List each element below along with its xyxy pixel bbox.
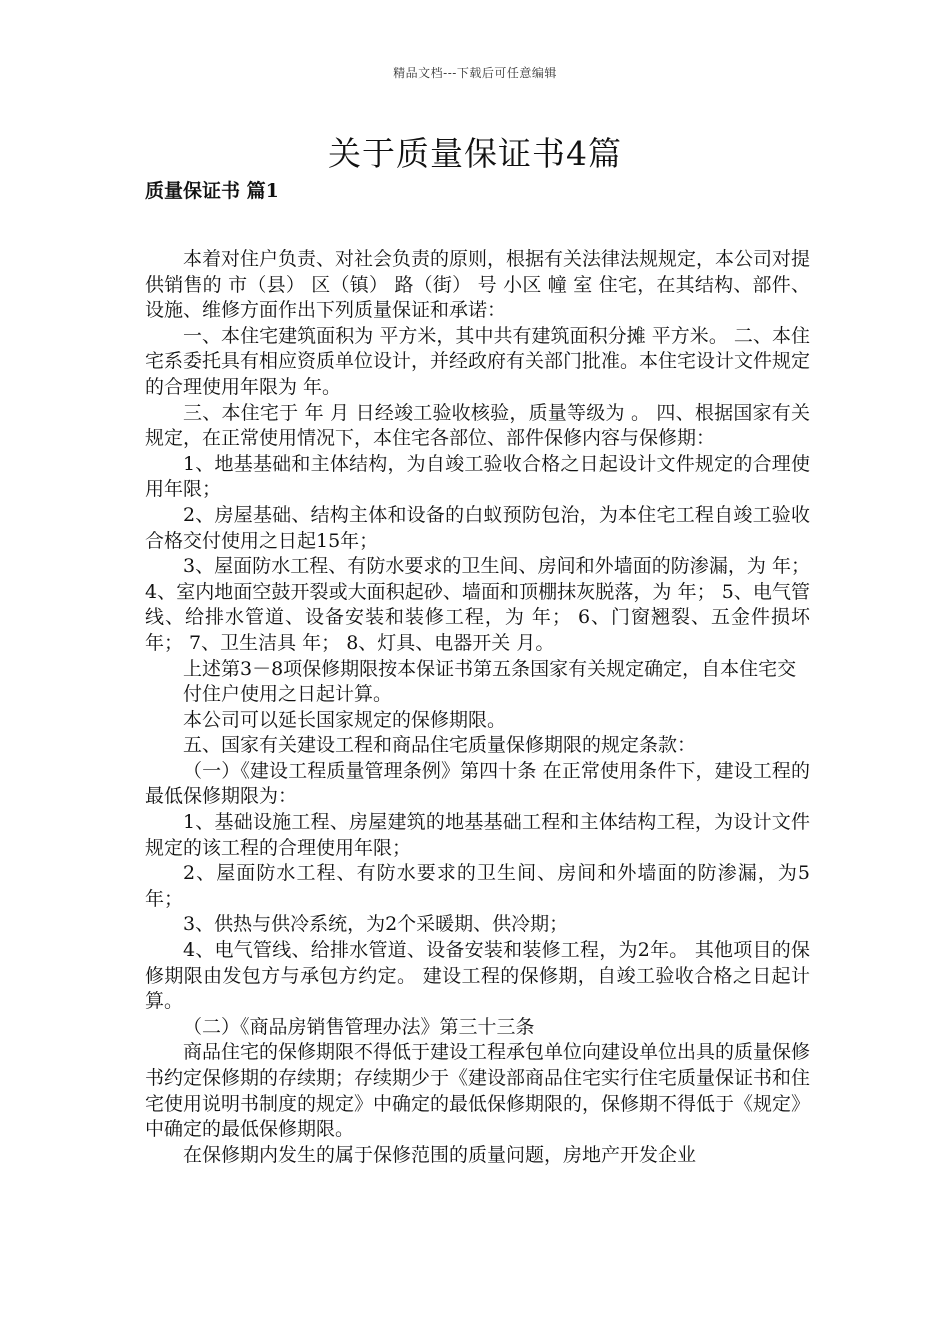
paragraph: 1、地基基础和主体结构，为自竣工验收合格之日起设计文件规定的合理使用年限； xyxy=(145,452,810,501)
paragraph: 三、本住宅于 年 月 日经竣工验收核验，质量等级为 。 四、根据国家有关规定，在正常使用情况下，本住宅各部位、部件保修内容与保修期： xyxy=(145,401,810,450)
paragraph: 付住户使用之日起计算。 xyxy=(183,683,393,706)
paragraph: 商品住宅的保修期限不得低于建设工程承包单位向建设单位出具的质量保修书约定保修期的存续期；存续期少于《建设部商品住宅实行住宅质量保证书和住宅使用说明书制度的规定》中确定的最低保修期限的，保修期不得低于《规定》中确定的最低保修期限。 xyxy=(145,1041,811,1141)
document-body xyxy=(145,247,810,1168)
paragraph: 4、电气管线、给排水管道、设备安装和装修工程，为2年。 其他项目的保修期限由发包方与承包方约定。 建设工程的保修期，自竣工验收合格之日起计算。 xyxy=(145,939,810,1013)
paragraph: 2、屋面防水工程、有防水要求的卫生间、房间和外墙面的防渗漏，为5年； xyxy=(145,862,810,910)
paragraph: 本公司可以延长国家规定的保修期限。 xyxy=(183,708,507,731)
paragraph: 3、供热与供冷系统，为2个采暖期、供冷期； xyxy=(183,913,569,936)
document-title: 关于质量保证书4篇 xyxy=(328,134,622,173)
paragraph: （一）《建设工程质量管理条例》第四十条 在正常使用条件下，建设工程的最低保修期限为： xyxy=(145,759,810,808)
section-heading: 质量保证书 篇1 xyxy=(145,180,279,202)
page-header-note: 精品文档---下载后可任意编辑 xyxy=(393,66,557,80)
paragraph: 一、本住宅建筑面积为 平方米，其中共有建筑面积分摊 平方米。 二、本住宅系委托具有相应资质单位设计，并经政府有关部门批准。本住宅设计文件规定的合理使用年限为 年。 xyxy=(145,324,811,398)
paragraph: 在保修期内发生的属于保修范围的质量问题，房地产开发企业 xyxy=(183,1143,697,1166)
paragraph: 上述第3－8项保修期限按本保证书第五条国家有关规定确定，自本住宅交 xyxy=(183,657,797,680)
paragraph: 本着对住户负责、对社会负责的原则，根据有关法律法规规定，本公司对提供销售的 市（县） 区（镇） 路（街） 号 小区 幢 室 住宅，在其结构、部件、设施、维修方面作出下列质量保证和承诺： xyxy=(145,248,811,322)
paragraph: 3、屋面防水工程、有防水要求的卫生间、房间和外墙面的防渗漏，为 年； 4、室内地面空鼓开裂或大面积起砂、墙面和顶棚抹灰脱落，为 年； 5、电气管线、给排水管道、设备安装和装修工程，为 年； 6、门窗翘裂、五金件损坏 年； 7、卫生洁具 年； 8、灯具、电器开关 月。 xyxy=(145,555,810,654)
paragraph: 五、国家有关建设工程和商品住宅质量保修期限的规定条款： xyxy=(183,734,697,757)
paragraph: 2、房屋基础、结构主体和设备的白蚁预防包治，为本住宅工程自竣工验收合格交付使用之日起15年； xyxy=(145,503,810,552)
paragraph: （二）《商品房销售管理办法》第三十三条 xyxy=(183,1015,535,1038)
paragraph: 1、基础设施工程、房屋建筑的地基基础工程和主体结构工程，为设计文件规定的该工程的合理使用年限； xyxy=(145,811,810,859)
